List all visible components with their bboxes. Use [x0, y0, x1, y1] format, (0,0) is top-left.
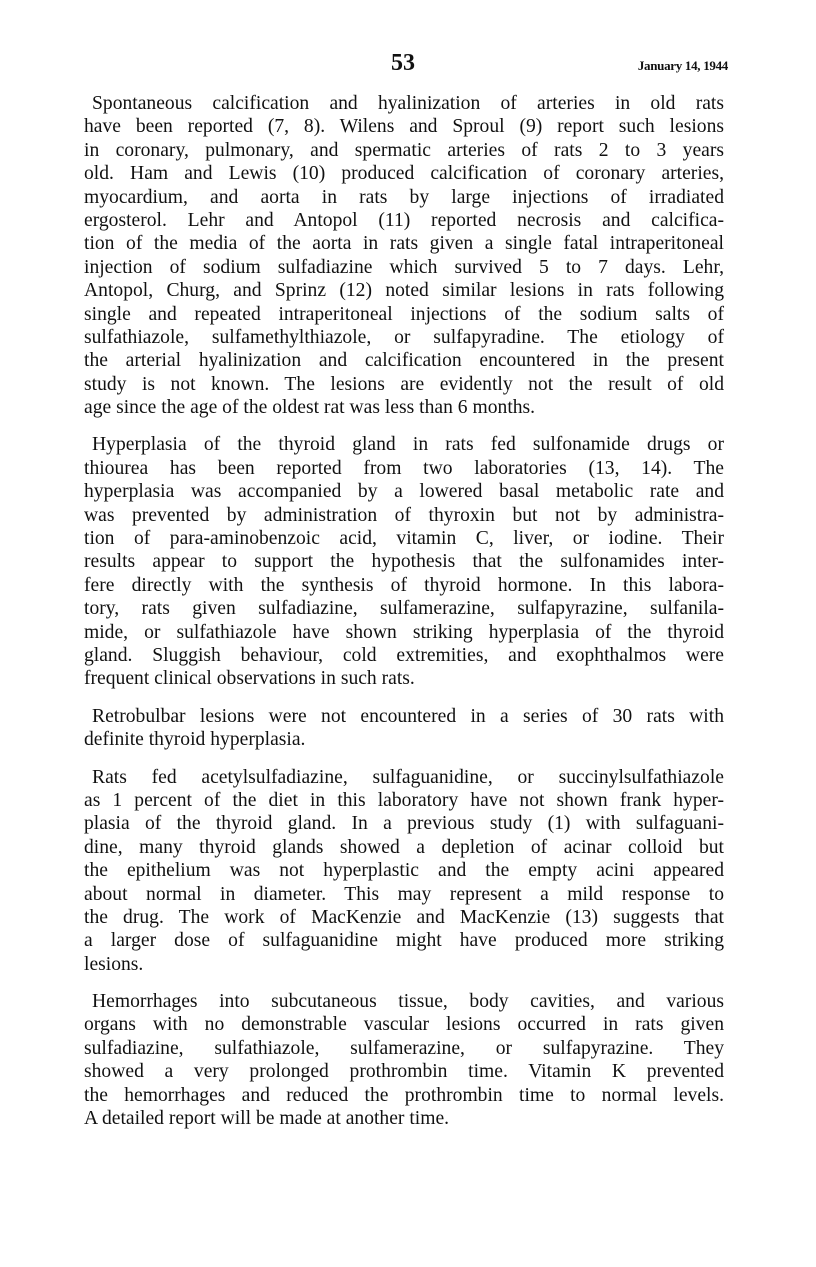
- issue-date: January 14, 1944: [637, 58, 728, 73]
- paragraph: [84, 766, 724, 977]
- text-line: the epithelium was not hyperplastic and the empty acini appeared: [84, 860, 724, 882]
- text-line: Spontaneous calcification and hyalinization of arteries in old rats: [92, 93, 724, 114]
- paragraph: [84, 433, 724, 690]
- text-line: tion of para-aminobenzoic acid, vitamin C, liver, or iodine. Their: [84, 528, 724, 550]
- text-line: Rats fed acetylsulfadiazine, sulfaguanidine, or succinylsulfathiazole: [92, 766, 724, 788]
- text-line: the arterial hyalinization and calcification encountered in the present: [84, 350, 724, 372]
- text-line: thiourea has been reported from two laboratories (13, 14). The: [84, 457, 724, 479]
- text-line: old. Ham and Lewis (10) produced calcification of coronary arteries,: [84, 163, 724, 185]
- text-line: Hyperplasia of the thyroid gland in rats fed sulfonamide drugs or: [92, 434, 724, 456]
- text-line: definite thyroid hyperplasia.: [84, 729, 306, 751]
- text-line: myocardium, and aorta in rats by large injections of irradiated: [84, 186, 724, 208]
- text-line: the hemorrhages and reduced the prothrombin time to normal levels.: [84, 1084, 724, 1106]
- text-line: organs with no demonstrable vascular lesions occurred in rats given: [84, 1014, 724, 1036]
- page-number: 53: [391, 50, 415, 76]
- text-line: a larger dose of sulfaguanidine might have produced more striking: [84, 930, 724, 952]
- paragraph: [84, 990, 724, 1130]
- text-line: single and repeated intraperitoneal injections of the sodium salts of: [84, 303, 724, 325]
- text-line: have been reported (7, 8). Wilens and Sproul (9) report such lesions: [84, 116, 724, 138]
- text-line: mide, or sulfathiazole have shown striking hyperplasia of the thyroid: [84, 621, 724, 643]
- text-line: Retrobulbar lesions were not encountered in a series of 30 rats with: [92, 705, 724, 727]
- text-line: age since the age of the oldest rat was less than 6 months.: [84, 397, 536, 419]
- article-body: [84, 92, 724, 1144]
- text-line: Antopol, Churg, and Sprinz (12) noted similar lesions in rats following: [84, 280, 724, 302]
- text-line: Hemorrhages into subcutaneous tissue, body cavities, and various: [92, 991, 724, 1013]
- text-line: ergosterol. Lehr and Antopol (11) reported necrosis and calcifica-: [84, 209, 724, 231]
- text-line: gland. Sluggish behaviour, cold extremities, and exophthalmos were: [84, 644, 724, 666]
- paragraph: [84, 92, 724, 419]
- text-line: was prevented by administration of thyroxin but not by administra-: [84, 504, 724, 526]
- text-line: about normal in diameter. This may represent a mild response to: [84, 883, 724, 905]
- page-header: [84, 50, 728, 80]
- text-line: sulfathiazole, sulfamethylthiazole, or sulfapyradine. The etiology of: [84, 326, 724, 348]
- text-line: A detailed report will be made at another time.: [84, 1108, 450, 1130]
- text-line: injection of sodium sulfadiazine which survived 5 to 7 days. Lehr,: [84, 256, 724, 278]
- text-line: showed a very prolonged prothrombin time. Vitamin K prevented: [84, 1061, 724, 1083]
- text-line: lesions.: [84, 953, 144, 975]
- text-line: hyperplasia was accompanied by a lowered basal metabolic rate and: [84, 481, 724, 503]
- text-line: plasia of the thyroid gland. In a previous study (1) with sulfaguani-: [84, 813, 724, 835]
- text-line: fere directly with the synthesis of thyroid hormone. In this labora-: [84, 574, 724, 596]
- text-line: as 1 percent of the diet in this laboratory have not shown frank hyper-: [84, 789, 724, 811]
- text-line: the drug. The work of MacKenzie and MacKenzie (13) suggests that: [84, 906, 724, 928]
- text-line: in coronary, pulmonary, and spermatic arteries of rats 2 to 3 years: [84, 139, 724, 161]
- text-line: tory, rats given sulfadiazine, sulfamerazine, sulfapyrazine, sulfanila-: [84, 598, 724, 620]
- text-line: study is not known. The lesions are evidently not the result of old: [84, 373, 724, 395]
- text-line: results appear to support the hypothesis that the sulfonamides inter-: [84, 551, 724, 573]
- text-line: dine, many thyroid glands showed a depletion of acinar colloid but: [84, 836, 724, 858]
- text-line: frequent clinical observations in such rats.: [84, 668, 415, 690]
- text-line: sulfadiazine, sulfathiazole, sulfamerazine, or sulfapyrazine. They: [84, 1037, 724, 1059]
- text-line: tion of the media of the aorta in rats given a single fatal intraperitoneal: [84, 233, 724, 255]
- paragraph: [84, 705, 724, 752]
